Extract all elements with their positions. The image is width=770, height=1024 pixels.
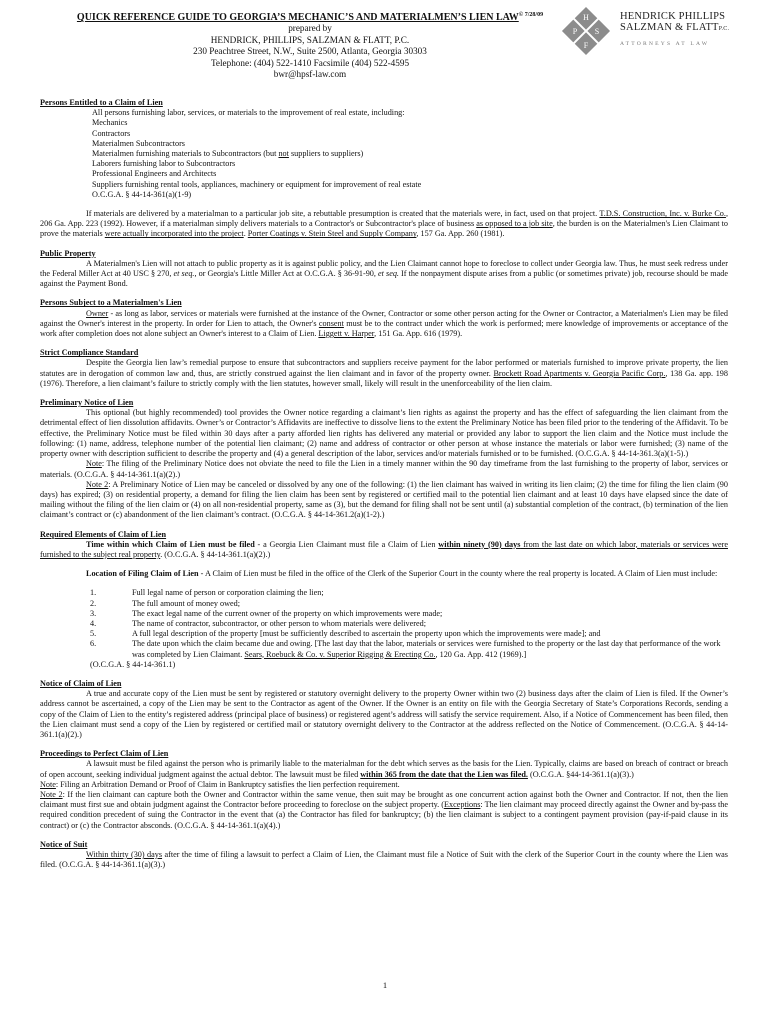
logo-letter-p: P [572, 27, 578, 36]
list-item: Laborers furnishing labor to Subcontractors [92, 159, 236, 169]
section-heading: Public Property [40, 248, 96, 258]
logo-letter-f: F [583, 41, 589, 50]
firm-address: 230 Peachtree Street, N.W., Suite 2500, Atlanta, Georgia 30303 [193, 46, 427, 57]
paragraph: This optional (but highly recommended) tool provides the Owner notice regarding a claimant’s lien rights as against the property and has the effect of safeguarding the lien claimant from the detrimental effect of lien dissolution affidavits. Owner’s or Contractor’s Affidavits are ineffective to dissolve liens to the extent the Preliminary Notice has been filed prior to the tendering of the Affidavit. To be effective, the Preliminary Notice must be filed within 30 days after a party afforded lien rights has delivered any material or provided any labor to support the lien claim and the Notice must include the following: (1) name, address, telephone number of the potential lien claimant; (2) name and address of contractor or other person at whose instance the materials or labor were furnished; (3) name of the property owner with description sufficient to describe the property and (4) a general description of the labor, services and/or materials furnished or to be furnished. (O.C.G.A. § 44-14-361.3(a)(1-5).) [40, 408, 728, 459]
list-item: Mechanics [92, 118, 128, 128]
logo-letter-h: H [583, 13, 589, 22]
list-item: Professional Engineers and Architects [92, 169, 217, 179]
paragraph: Time within which Claim of Lien must be filed - a Georgia Lien Claimant must file a Claim of Lien within ninety (90) days from the last date on which labor, materials or services were furnished to the subject real property. (O.C.G.A. § 44-14-361.1(a)(2).) [40, 539, 728, 559]
firm-logo [561, 6, 611, 56]
firm-email: bwr@hpsf-law.com [273, 69, 347, 80]
section-heading: Preliminary Notice of Lien [40, 398, 134, 408]
case-citation: T.D.S. Construction, Inc. v. Burke Co. [599, 209, 726, 219]
list-item: 4. The name of contractor, subcontractor, or other person to whom materials were delivered; [90, 618, 426, 628]
logo-pc: P.C. [718, 26, 730, 32]
case-citation: Porter Coatings v. Stein Steel and Supply Company [247, 229, 417, 239]
list-item: 1. Full legal name of person or corporation claiming the lien; [90, 588, 324, 598]
logo-letter-s: S [594, 27, 600, 36]
logo-tagline: ATTORNEYS AT LAW [620, 41, 710, 47]
statute-cite: (O.C.G.A. § 44-14-361.1) [90, 659, 176, 669]
section-heading: Notice of Suit [40, 839, 88, 849]
logo-line-1: HENDRICK PHILLIPS [620, 11, 726, 22]
list-item: O.C.G.A. § 44-14-361(a)(1-9) [92, 189, 192, 199]
firm-logo-text [620, 11, 755, 50]
paragraph: Within thirty (30) days after the time of filing a lawsuit to perfect a Claim of Lien, the Claimant must file a Notice of Suit with the clerk of the Superior Court in the county where the Lien was filed. (O.C.G.A. § 44-14-361.1(a)(3).) [40, 850, 728, 870]
document-body [40, 98, 728, 870]
list-item: 5. A full legal description of the property [must be sufficiently described to ascertain the property upon which the improvements were made]; and [90, 629, 601, 639]
note: Note 2: A Preliminary Notice of Lien may be canceled or dissolved by any one of the following: (1) the lien claimant has waived in writing its lien claim; (2) the time for filing the lien claim (90 days) has expired; (3) on residential property, a demand for filing the lien claim has been sent by registered or certified mail to the potential lien claimant and at least 10 days have elapsed since the date of mailing without the filing of the lien claim or (4) on all non-residential property, same as (3), but the demand for filing shall not be sent until (a) substantial completion of the contract, (b) termination of the lien claimant’s contract or (c) abandonment of the lien claimant’s contract. (O.C.G.A. § 44-14-361.2(a)(1-2).) [40, 479, 728, 520]
paragraph: If materials are delivered by a materialman to a particular job site, a rebuttable presumption is created that the materials were, in fact, used on that project. T.D.S. Construction, Inc. v. Burke Co., 206 Ga. App. 223 (1992). However, if a materialman simply delivers materials to a Contractor's or Subcontractor's place of business as opposed to a job site, the burden is on the Materialmen's Lien Claimant to prove the materials were actually incorporated into the project. Porter Coatings v. Stein Steel and Supply Company, 157 Ga. App. 260 (1981). [40, 209, 728, 239]
lien-requirements-list [40, 588, 728, 670]
paragraph: Location of Filing Claim of Lien - A Claim of Lien must be filed in the office of the Clerk of the Superior Court in the county where the real property is located. A Claim of Lien must include: [86, 569, 718, 579]
section-heading: Persons Subject to a Materialmen's Lien [40, 298, 182, 308]
case-citation: Brockett Road Apartments v. Georgia Pacific Corp. [493, 368, 666, 378]
case-citation: Sears, Roebuck & Co. v. Superior Rigging & Erecting Co. [244, 649, 436, 659]
paragraph: Owner - as long as labor, services or materials were furnished at the instance of the Owner, Contractor or some other person acting for the Owner or Contractor, a Materialmen's Lien may be filed against the Owner's interest in the property. In order for Lien to attach, the Owner's consent must be to the contract under which the work is performed; mere knowledge of improvements or acceptance of the work after completion does not alone subject an Owner's interest to a Claim of Lien. Liggett v. Harper, 151 Ga. App. 616 (1979). [40, 308, 728, 339]
paragraph: A Materialmen's Lien will not attach to public property as it is against public policy, and the Lien Claimant cannot hope to foreclose to collect under Georgia law. Thus, he must seek redress under the Federal Miller Act at 40 USC § 270, et seq., or Georgia's Little Miller Act at O.C.G.A. § 36-91-90, et seq. If the nonpayment dispute arises from a public (or sometimes private) job, recourse should be made against the Payment Bond. [40, 258, 729, 289]
paragraph: A lawsuit must be filed against the person who is primarily liable to the materialman for the debt which serves as the basis for the Lien. Typically, claims are based on breach of contract or breach of open account, seeking individual judgment against the actual debtor. The lawsuit must be filed within 365 from the date that the Lien was filed. (O.C.G.A. §44-14-361.1(a)(3).) [40, 759, 728, 779]
note: Note: The filing of the Preliminary Notice does not obviate the need to file the Lien in a timely manner within the 90 day timeframe from the last furnishing to the property of labor, services or materials. (O.C.G.A. § 44-14-361.1(a)(2).) [40, 459, 728, 479]
date-mark: © 7/28/09 [518, 12, 544, 18]
paragraph: A true and accurate copy of the Lien must be sent by registered or statutory overnight delivery to the property Owner within two (2) business days after the claim of Lien is filed. If the Owner’s address cannot be ascertained, a copy of the Lien may be sent to the Contractor as agent of the Owner. If the Owner is an entity on file with the Georgia Secretary of State’s Corporations Records, sending a copy of the Claim of Lien to the entity’s registered address (principal place of business) or registered agent’s address will satisfy the service requirement. Also, if a Notice of Commencement has been filed, then the Lien claimant must send a copy of the Lien by registered or certified mail or statutory overnight delivery to the Contractor at the address reflected on the Notice of Commencement. (O.C.G.A. § 44-14-361.1(a)(2).) [40, 689, 728, 739]
list-item: Contractors [92, 128, 131, 138]
list-item: 3. The exact legal name of the current owner of the property on which improvements were made; [90, 608, 443, 618]
note: Note 2: If the lien claimant can capture both the Owner and Contractor within the same venue, then suit may be brought as one concurrent action against both the Owner and Contractor. If not, then the lien claimant must first sue and obtain judgment against the Contractor before proceeding to foreclose on the subject property. (Exceptions: The lien claimant may proceed directly against the Owner and by-pass the required condition precedent of suing the Contractor in the event that (a) the Contractor has filed for bankruptcy; (b) the lien claimant is subject to a contingent payment provision (pay-if-paid clause in its contract) or (c) the Contractor absconds. (O.C.G.A. § 44-14-361.1(a)(4).) [40, 789, 728, 830]
list-item: All persons furnishing labor, services, or materials to the improvement of real estate, including: [92, 108, 405, 118]
list-item: 2. The full amount of money owed; [90, 598, 241, 608]
list-item: 6. The date upon which the claim became due and owing. [The last day that the labor, materials or services were furnished to the property or the last day that performance of the work was completed by Lien Claimant. Sears, Roebuck & Co. v. Superior Rigging & Erecting Co., 120 Ga. App. 412 (1969).] [90, 639, 721, 659]
list-item: Materialmen furnishing materials to Subcontractors (but not suppliers to suppliers) [92, 149, 364, 159]
section-heading: Persons Entitled to a Claim of Lien [40, 98, 163, 107]
firm-name: HENDRICK, PHILLIPS, SALZMAN & FLATT, P.C. [210, 34, 410, 45]
section-heading: Proceedings to Perfect Claim of Lien [40, 749, 169, 759]
note: Note: Filing an Arbitration Demand or Proof of Claim in Bankruptcy satisfies the lien perfection requirement. [40, 779, 400, 789]
prepared-by: prepared by [288, 23, 332, 34]
entitled-list [40, 108, 728, 200]
page-number: 1 [382, 980, 388, 990]
document-title: QUICK REFERENCE GUIDE TO GEORGIA’S MECHANIC’S AND MATERIALMEN’S LIEN LAW [76, 12, 519, 24]
list-item: Suppliers furnishing rental tools, appliances, machinery or equipment for improvement of real estate [92, 179, 422, 189]
header-block [40, 10, 580, 81]
firm-phone: Telephone: (404) 522-1410 Facsimile (404) 522-4595 [210, 57, 410, 68]
case-citation: Liggett v. Harper [318, 329, 375, 339]
section-heading: Notice of Claim of Lien [40, 678, 122, 688]
section-heading: Required Elements of Claim of Lien [40, 529, 167, 539]
logo-line-2: SALZMAN & FLATT [620, 22, 719, 33]
paragraph: Despite the Georgia lien law’s remedial purpose to ensure that subcontractors and suppliers receive payment for the labor performed or materials furnished to improve private property, the lien statutes are in derogation of common law and, thus, are strictly construed against the lien claimant and in favor of the property owner. Brockett Road Apartments v. Georgia Pacific Corp., 138 Ga. app. 198 (1976). Therefore, a lien claimant’s failure to strictly comply with the lien statutes, however small, likely will result in the unenforceability of the lien claim. [40, 358, 728, 388]
list-item: Materialmen Subcontractors [92, 138, 185, 148]
section-heading: Strict Compliance Standard [40, 348, 139, 358]
